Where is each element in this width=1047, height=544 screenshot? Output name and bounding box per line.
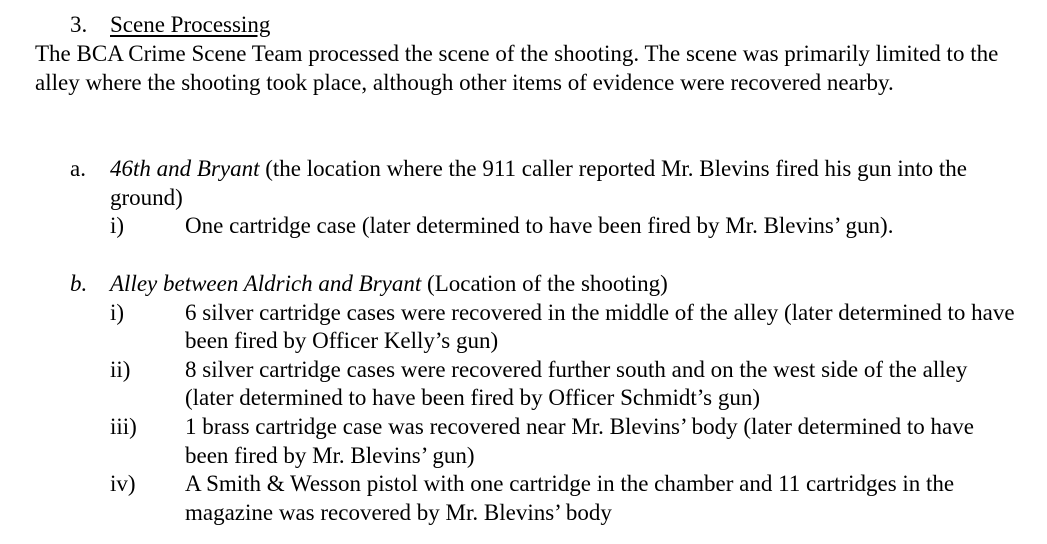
- item-heading: [110, 270, 1030, 299]
- sub-item: [110, 470, 1030, 527]
- list-item-a: [70, 155, 1030, 241]
- section-number: 3.: [70, 12, 88, 37]
- list-item-b: [70, 270, 1030, 527]
- sub-item: [110, 356, 1030, 413]
- section-title: Scene Processing: [110, 12, 271, 37]
- sub-item: [110, 212, 1030, 241]
- sub-item: [110, 413, 1030, 470]
- item-location: Alley between Aldrich and Bryant: [110, 271, 422, 296]
- sub-item-text: 8 silver cartridge cases were recovered further south and on the west side of the alley (later determined to have been fired by Officer Schmidt’s gun): [185, 356, 968, 411]
- item-marker: a.: [70, 156, 86, 181]
- item-location: 46th and Bryant: [110, 156, 260, 181]
- section-intro: [35, 40, 1035, 97]
- sub-item-marker: i): [110, 213, 125, 239]
- sub-item-marker: iii): [110, 413, 137, 439]
- section-heading: [70, 11, 270, 40]
- sub-item-text: 1 brass cartridge case was recovered near Mr. Blevins’ body (later determined to have been fired by Mr. Blevins’ gun): [185, 413, 974, 468]
- sub-item-marker: i): [110, 299, 125, 325]
- sub-item-text: One cartridge case (later determined to have been fired by Mr. Blevins’ gun).: [185, 213, 894, 239]
- sub-item-text: A Smith & Wesson pistol with one cartridge in the chamber and 11 cartridges in the magazine was recovered by Mr. Blevins’ body: [185, 471, 955, 525]
- item-marker: b.: [70, 271, 88, 296]
- sub-item-text: 6 silver cartridge cases were recovered in the middle of the alley (later determined to have been fired by Officer Kelly’s gun): [185, 299, 1015, 354]
- sub-item-marker: iv): [110, 471, 136, 497]
- item-heading: [110, 155, 1030, 212]
- intro-paragraph: The BCA Crime Scene Team processed the scene of the shooting. The scene was primarily limited to the alley where the shooting took place, although other items of evidence were recovered nearby.: [35, 41, 999, 95]
- item-description: (Location of the shooting): [421, 271, 668, 296]
- item-description: (the location where the 911 caller reported Mr. Blevins fired his gun into the ground): [110, 156, 967, 210]
- sub-item-marker: ii): [110, 356, 131, 382]
- sub-item: [110, 299, 1030, 356]
